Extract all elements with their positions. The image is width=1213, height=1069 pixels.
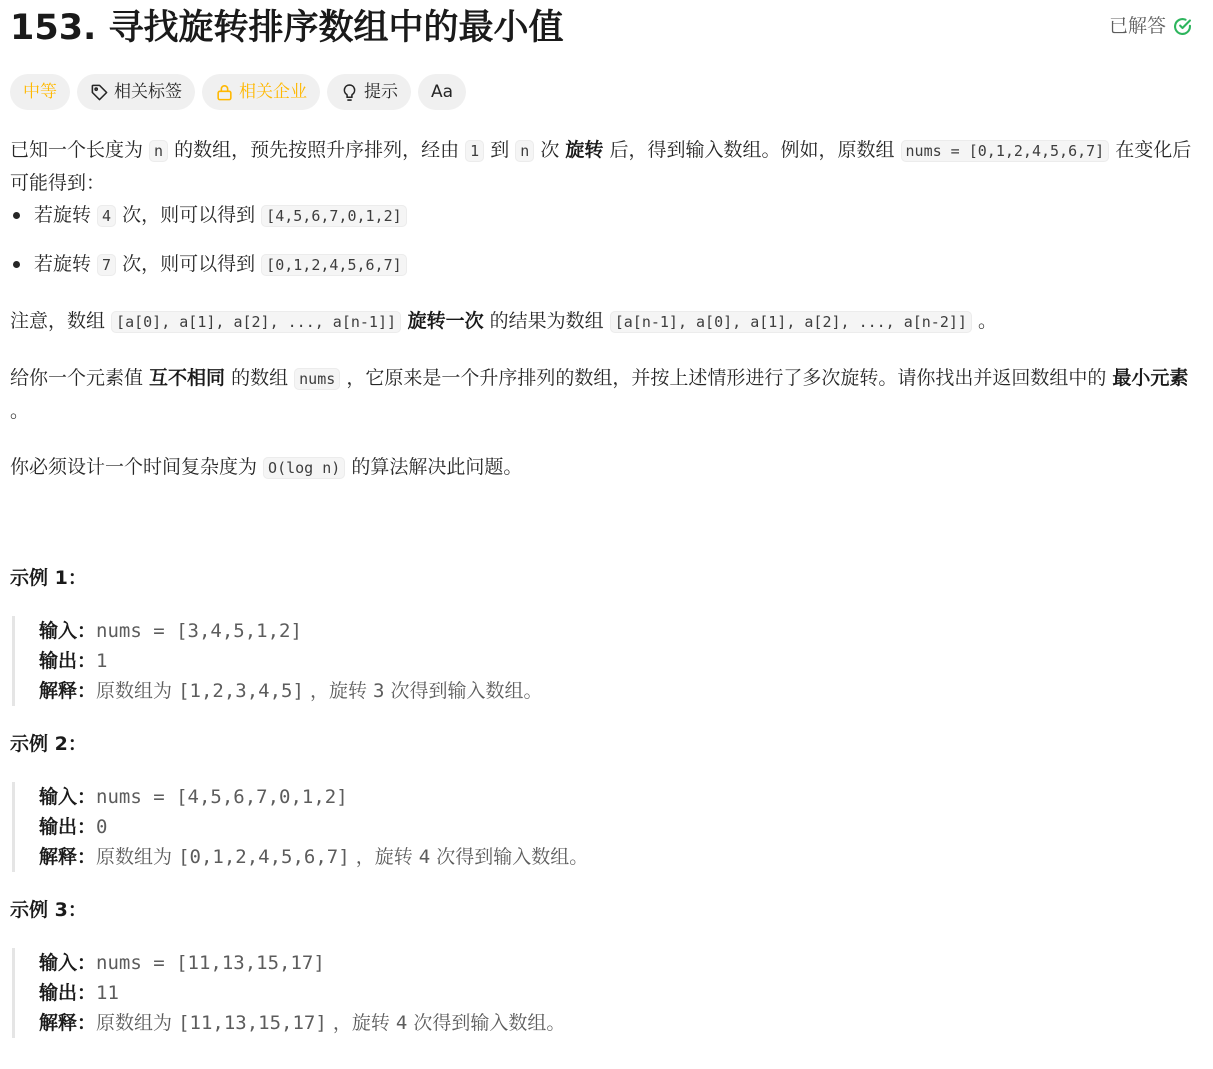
example-block: [12, 948, 1195, 1038]
inline-code: 7: [97, 254, 116, 276]
check-circle-icon: [1172, 16, 1193, 37]
text: 原数组为: [96, 846, 179, 868]
description-paragraph-3: [10, 362, 1195, 427]
output-value: 1: [96, 650, 108, 672]
inline-code: nums: [294, 368, 340, 390]
hint-button[interactable]: [327, 74, 411, 110]
text: 。: [10, 400, 30, 422]
example-block: [12, 782, 1195, 872]
lock-icon: [215, 83, 234, 102]
description-paragraph-4: [10, 451, 1195, 484]
tag-icon: [90, 83, 109, 102]
text: 原数组为: [96, 1012, 179, 1034]
example-3: [10, 894, 1195, 1038]
output-value: 0: [96, 816, 108, 838]
output-value: 11: [96, 982, 119, 1004]
tag-bar: [10, 74, 466, 110]
topics-label: 相关标签: [114, 82, 182, 102]
text: ，旋转: [303, 680, 373, 702]
text: ，旋转: [349, 846, 419, 868]
explanation-label: 解释：: [39, 846, 97, 868]
bold-text: 互不相同: [149, 367, 226, 389]
example-explanation: [39, 676, 1195, 706]
input-label: 输入：: [39, 952, 97, 974]
text: ，它原来是一个升序排列的数组，并按上述情形进行了多次旋转。请你找出并返回数组中的: [340, 367, 1113, 389]
list-item: [10, 199, 1195, 232]
input-value: nums = [3,4,5,1,2]: [96, 620, 302, 642]
text: 次得到输入数组。: [430, 846, 589, 868]
solved-status: [1109, 12, 1193, 40]
text: 原数组为: [96, 680, 179, 702]
text: 已知一个长度为: [10, 139, 150, 161]
text: 后，得到输入数组。例如，原数组: [603, 139, 901, 161]
example-1: [10, 562, 1195, 706]
difficulty-label: 中等: [23, 82, 57, 102]
text: 次得到输入数组。: [384, 680, 543, 702]
text: 到: [484, 139, 516, 161]
text: 次，则可以得到: [116, 204, 262, 226]
text: 的数组: [225, 367, 295, 389]
example-output: [39, 812, 1195, 842]
text: 的算法解决此问题。: [345, 456, 523, 478]
rotation-examples-list: [10, 199, 1195, 281]
input-label: 输入：: [39, 786, 97, 808]
example-block: [12, 616, 1195, 706]
page-title: 153. 寻找旋转排序数组中的最小值: [10, 8, 564, 48]
explanation-label: 解释：: [39, 1012, 97, 1034]
companies-button[interactable]: [202, 74, 320, 110]
text: 。: [971, 310, 997, 332]
text: 4: [418, 846, 431, 868]
inline-code: 1: [465, 140, 484, 162]
example-input: [39, 782, 1195, 812]
inline-code: O(log n): [263, 457, 345, 479]
example-output: [39, 978, 1195, 1008]
bold-text: 最小元素: [1112, 367, 1189, 389]
output-label: 输出：: [39, 650, 97, 672]
text: 给你一个元素值: [10, 367, 150, 389]
text: 注意，数组: [10, 310, 112, 332]
text: 3: [373, 680, 385, 702]
example-2: [10, 728, 1195, 872]
input-label: 输入：: [39, 620, 97, 642]
text: ，旋转: [326, 1012, 396, 1034]
inline-code: [0,1,2,4,5,6,7]: [261, 254, 406, 276]
input-value: nums = [4,5,6,7,0,1,2]: [96, 786, 348, 808]
translate-button[interactable]: [418, 74, 466, 110]
text: 在变化后可能得到：: [10, 139, 1192, 194]
text: [1,2,3,4,5]: [178, 680, 304, 702]
example-explanation: [39, 1008, 1195, 1038]
text: 你必须设计一个时间复杂度为: [10, 456, 264, 478]
example-title: 示例 2：: [10, 733, 87, 755]
inline-code: [4,5,6,7,0,1,2]: [261, 205, 406, 227]
text: 若旋转: [34, 204, 98, 226]
inline-code: n: [149, 140, 168, 162]
inline-code: [a[0], a[1], a[2], ..., a[n-1]]: [111, 311, 401, 333]
output-label: 输出：: [39, 816, 97, 838]
companies-label: 相关企业: [239, 82, 307, 102]
inline-code: nums = [0,1,2,4,5,6,7]: [901, 140, 1110, 162]
example-input: [39, 948, 1195, 978]
example-title: 示例 1：: [10, 567, 87, 589]
example-title: 示例 3：: [10, 899, 87, 921]
input-value: nums = [11,13,15,17]: [96, 952, 325, 974]
solved-label: 已解答: [1108, 15, 1166, 37]
text: 次得到输入数组。: [407, 1012, 566, 1034]
description-paragraph-1: [10, 134, 1195, 199]
text: [11,13,15,17]: [178, 1012, 327, 1034]
lightbulb-icon: [340, 83, 359, 102]
bold-text: 旋转一次: [401, 310, 484, 332]
text: 次，则可以得到: [116, 253, 262, 275]
example-explanation: [39, 842, 1195, 872]
problem-description: [10, 134, 1195, 1038]
inline-code: n: [515, 140, 534, 162]
text: 的数组，预先按照升序排列，经由: [168, 139, 466, 161]
difficulty-badge[interactable]: [10, 74, 70, 110]
example-input: [39, 616, 1195, 646]
explanation-label: 解释：: [39, 680, 97, 702]
text: 的结果为数组: [483, 310, 610, 332]
list-item: [10, 248, 1195, 281]
inline-code: 4: [97, 205, 116, 227]
topics-button[interactable]: [77, 74, 195, 110]
text: 若旋转: [34, 253, 98, 275]
text: 4: [395, 1012, 408, 1034]
example-output: [39, 646, 1195, 676]
output-label: 输出：: [39, 982, 97, 1004]
text: 次: [534, 139, 566, 161]
bold-text: 旋转: [565, 139, 604, 161]
inline-code: [a[n-1], a[0], a[1], a[2], ..., a[n-2]]: [610, 311, 972, 333]
translate-icon: Aa: [431, 82, 454, 102]
text: [0,1,2,4,5,6,7]: [178, 846, 350, 868]
description-paragraph-2: [10, 305, 1195, 338]
hint-label: 提示: [364, 82, 398, 102]
